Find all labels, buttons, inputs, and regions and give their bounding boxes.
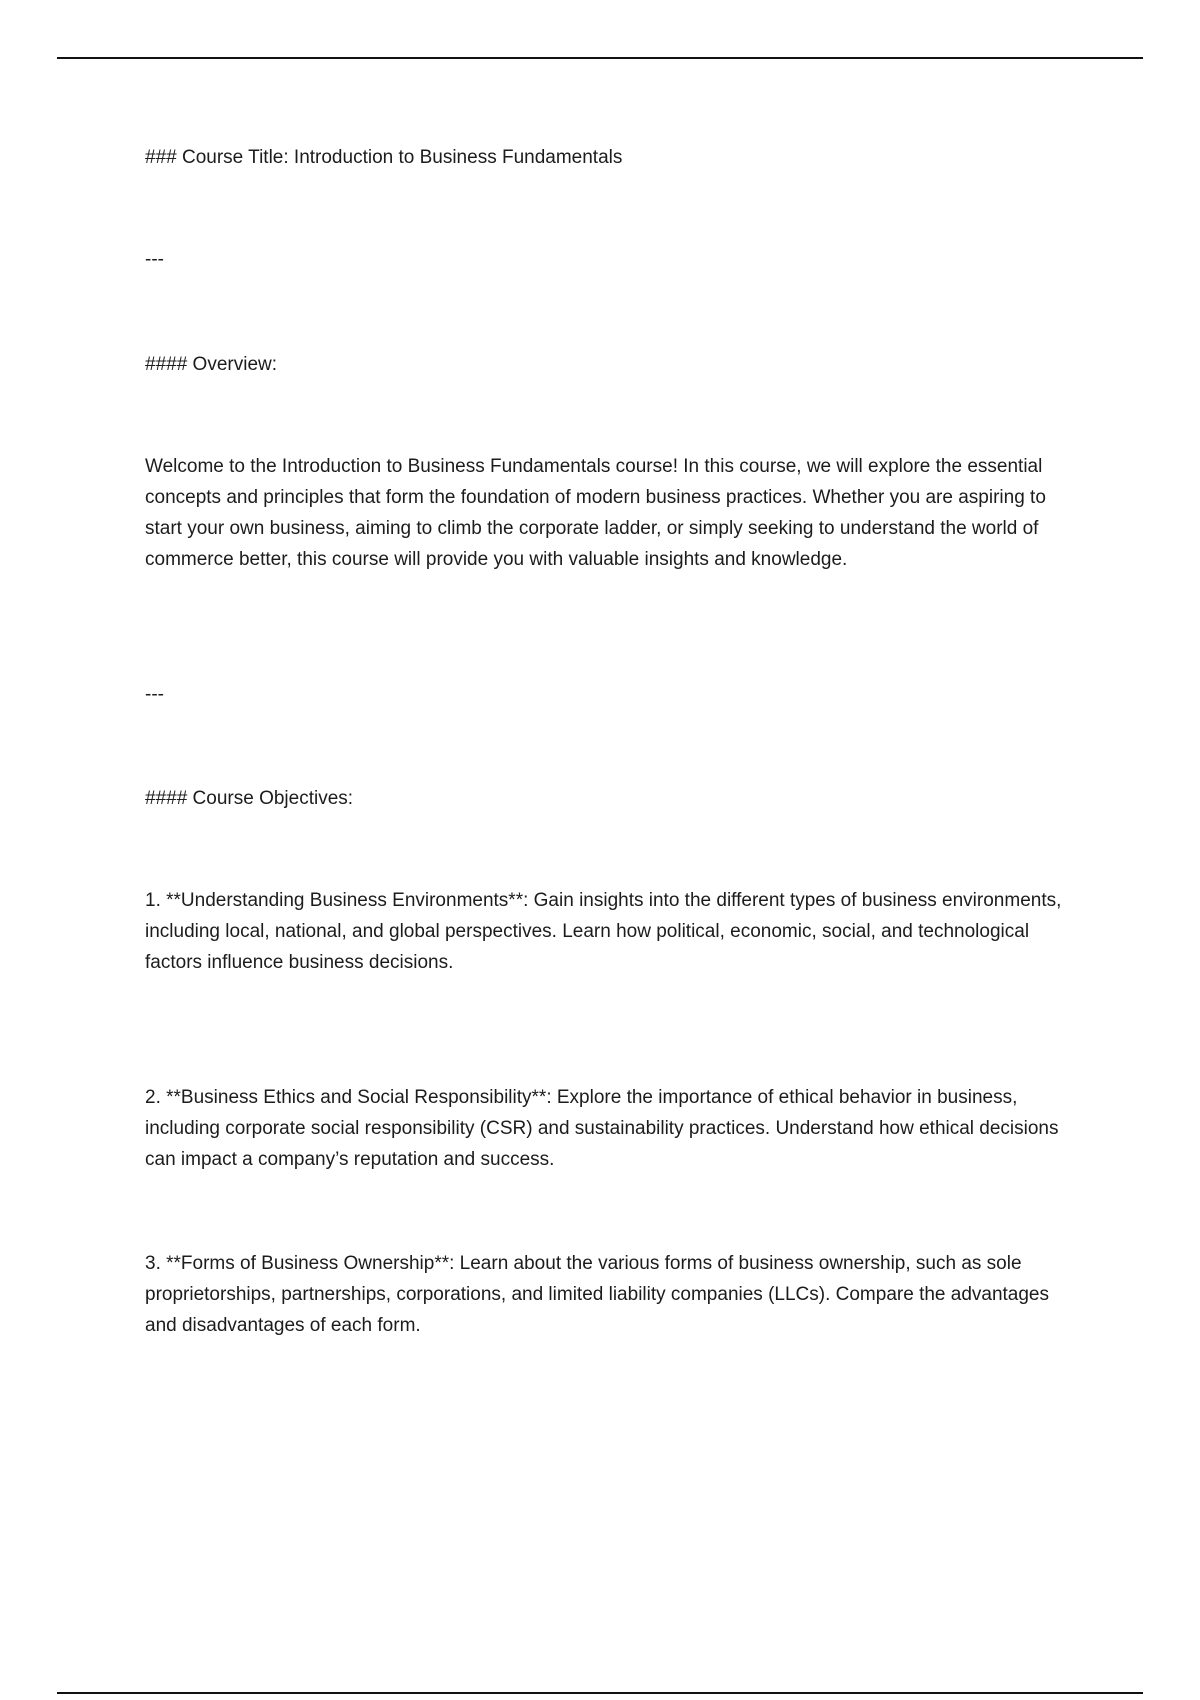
objective-item: 1. **Understanding Business Environments**: Gain insights into the different types of business environments, including local, national, and global perspectives. Learn how political, economic, social, and technological factors influence business decisions.	[145, 890, 1067, 973]
objective-item: 3. **Forms of Business Ownership**: Learn about the various forms of business ownership, such as sole proprietorships, partnerships, corporations, and limited liability companies (LLCs). Compare the advantages and disadvantages of each form.	[145, 1253, 1055, 1336]
objectives-heading: #### Course Objectives:	[145, 788, 354, 809]
footer-rule	[57, 1692, 1143, 1694]
separator: ---	[145, 684, 164, 705]
welcome-paragraph: Welcome to the Introduction to Business Fundamentals course! In this course, we will explore the essential concepts and principles that form the foundation of modern business practices. Whether you are aspiring to start your own business, aiming to climb the corporate ladder, or simply seeking to understand the world of commerce better, this course will provide you with valuable insights and knowledge.	[145, 456, 1052, 570]
overview-heading: #### Overview:	[145, 354, 278, 375]
header-rule	[57, 57, 1143, 59]
course-title: ### Course Title: Introduction to Business Fundamentals	[145, 147, 623, 168]
separator: ---	[145, 249, 164, 270]
objective-item: 2. **Business Ethics and Social Responsibility**: Explore the importance of ethical behavior in business, including corporate social responsibility (CSR) and sustainability practices. Understand how ethical decisions can impact a company’s reputation and success.	[145, 1087, 1064, 1170]
